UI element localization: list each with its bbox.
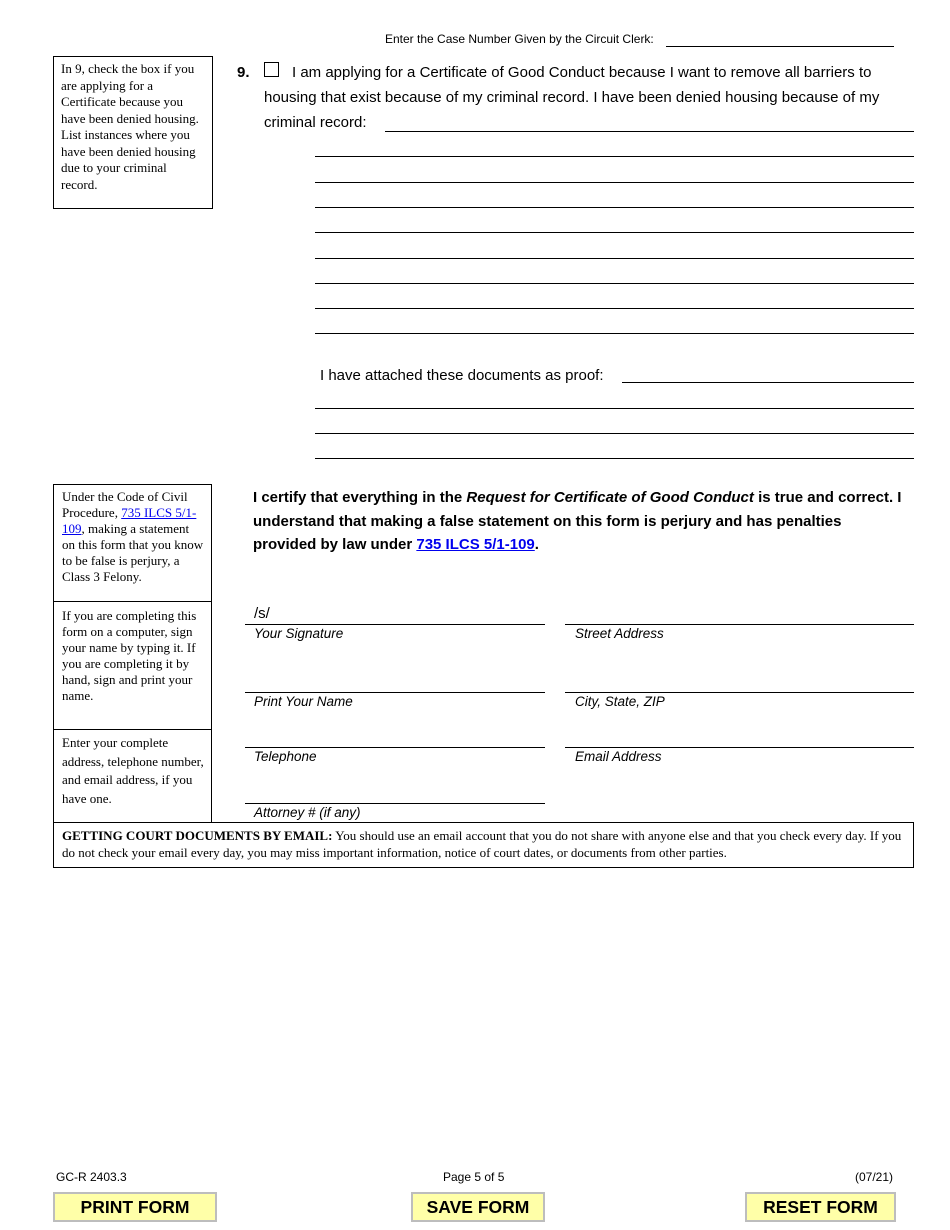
telephone-label: Telephone [254,749,317,764]
email-address-label: Email Address [575,749,662,764]
housing-denial-line[interactable] [385,131,914,132]
save-form-button[interactable]: SAVE FORM [411,1192,545,1222]
city-state-zip-field[interactable] [565,692,914,693]
email-notice-heading: GETTING COURT DOCUMENTS BY EMAIL: [62,828,333,843]
proof-documents-line[interactable] [315,433,914,434]
reset-form-button[interactable]: RESET FORM [745,1192,896,1222]
revision-date: (07/21) [855,1170,894,1184]
housing-denied-checkbox[interactable] [264,62,279,77]
form-number: GC-R 2403.3 [56,1170,127,1184]
proof-documents-line[interactable] [622,382,914,383]
certification-text-end: . [534,536,539,553]
item9-instructions: In 9, check the box if you are applying for a Certificate because you have been denied housing. List instances where you have been denied housing due to your criminal record. [53,56,213,209]
form-name: Request for Certificate of Good Conduct [466,489,754,506]
certification-text: is true and correct. I understand that making a false statement on this form is perjury and has penalties provided by law under [253,489,902,553]
housing-denial-line[interactable] [315,182,914,183]
telephone-field[interactable] [245,747,545,748]
email-notice [53,822,914,868]
housing-denial-line[interactable] [315,207,914,208]
print-form-button[interactable]: PRINT FORM [53,1192,217,1222]
street-address-label: Street Address [575,626,664,641]
sign-instructions: If you are completing this form on a computer, sign your name by typing it. If you are completing it by hand, sign and print your name. [53,601,212,730]
item9-statement: I am applying for a Certificate of Good Conduct because I want to remove all barriers to housing that exist because of my criminal record. I have been denied housing because of my criminal record: [264,64,880,131]
item-number: 9. [237,64,250,81]
proof-documents-label: I have attached these documents as proof: [320,367,604,384]
page-number: Page 5 of 5 [443,1170,505,1184]
attorney-number-label: Attorney # (if any) [254,805,361,820]
print-name-label: Print Your Name [254,694,353,709]
case-number-field[interactable] [666,46,894,47]
perjury-note-text: Under the Code of Civil Procedure, [62,489,188,520]
certification-statement [253,486,903,557]
housing-denial-line[interactable] [315,333,914,334]
certification-statute-link[interactable]: 735 ILCS 5/1-109 [416,536,535,553]
signature-label: Your Signature [254,626,344,641]
city-state-zip-label: City, State, ZIP [575,694,665,709]
housing-denial-line[interactable] [315,156,914,157]
housing-denial-line[interactable] [315,258,914,259]
certification-text: I certify that everything in the [253,489,467,506]
address-instructions: Enter your complete address, telephone number, and email address, if you have one. [53,729,212,823]
proof-documents-line[interactable] [315,458,914,459]
housing-denial-line[interactable] [315,232,914,233]
print-name-field[interactable] [245,692,545,693]
signature-field[interactable] [245,624,545,625]
proof-documents-line[interactable] [315,408,914,409]
email-notice-text: You should use an email account that you do not share with anyone else and that you check every day. If you do not check your email every day, you may miss important information, notice of court dates, or documents from other parties. [62,828,902,860]
case-number-label: Enter the Case Number Given by the Circuit Clerk: [385,32,654,46]
housing-denial-line[interactable] [315,308,914,309]
signature-prefix: /s/ [254,605,270,622]
street-address-field[interactable] [565,624,914,625]
perjury-note [53,484,212,602]
perjury-note-text-end: , making a statement on this form that you know to be false is perjury, a Class 3 Felony. [62,521,204,584]
email-address-field[interactable] [565,747,914,748]
perjury-statute-link[interactable]: 735 ILCS 5/1-109 [62,505,197,536]
attorney-number-field[interactable] [245,803,545,804]
housing-denial-line[interactable] [315,283,914,284]
